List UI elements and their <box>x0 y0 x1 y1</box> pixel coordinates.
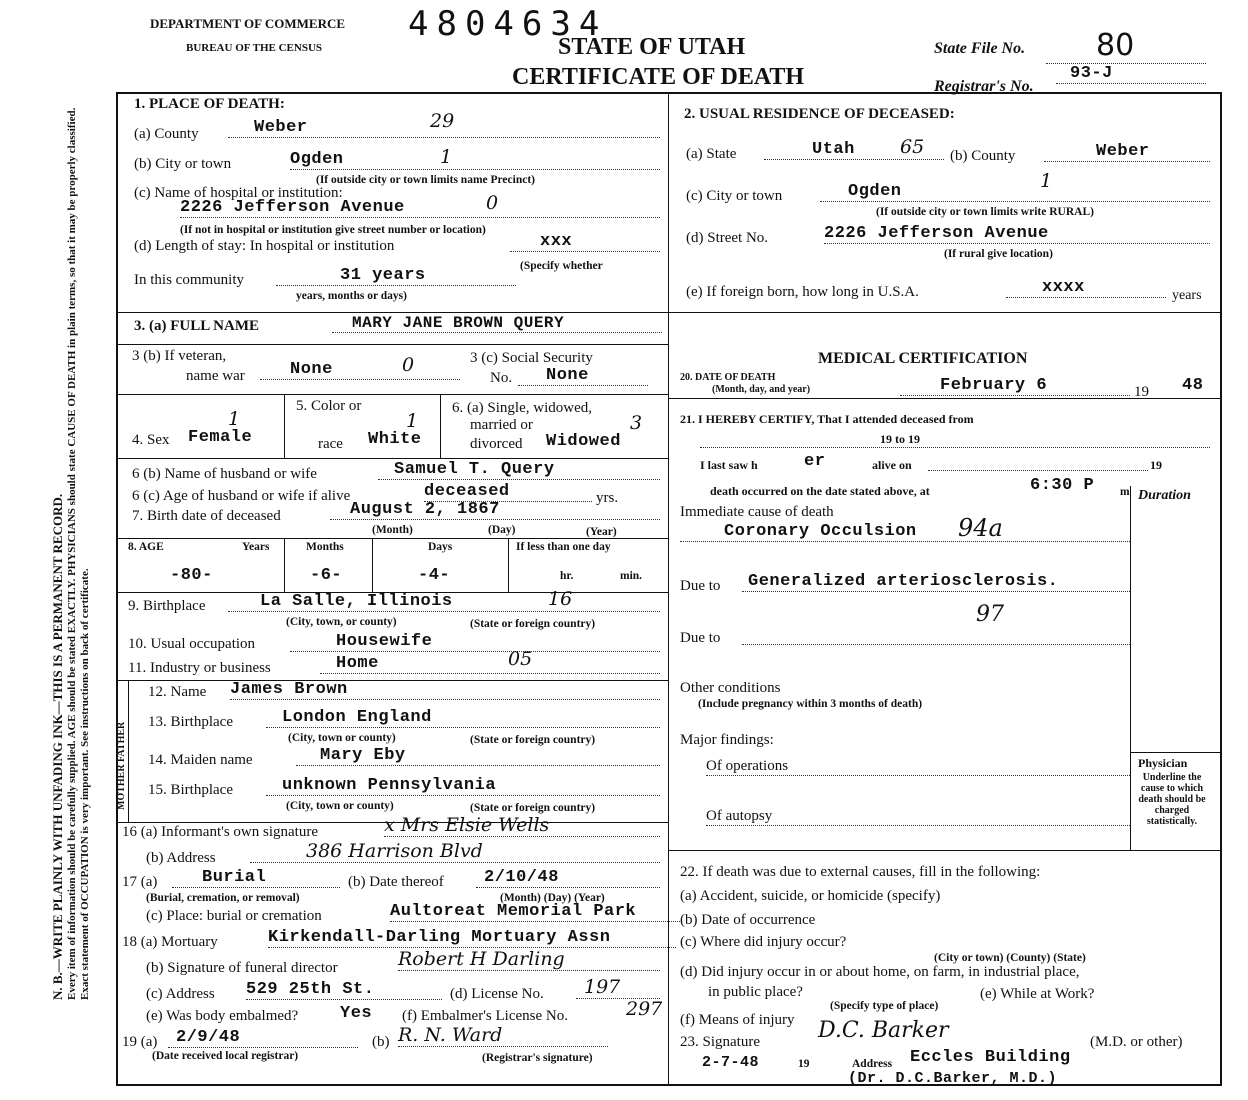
registrar-label: Registrar's No. <box>934 78 1034 95</box>
spouse-label: 6 (b) Name of husband or wife <box>132 466 317 482</box>
res-county-value: Weber <box>1044 142 1210 162</box>
registrar-value: 93-J <box>1056 64 1206 84</box>
hr-label: hr. <box>560 570 574 582</box>
external-d1: (d) Did injury occur in or about home, on farm, in industrial place, <box>680 964 1080 980</box>
father-note-1: (City, town or county) <box>288 732 396 744</box>
foreign-suffix: years <box>1172 288 1202 303</box>
physician-name-print: (Dr. D.C.Barker, M.D.) <box>848 1070 1058 1087</box>
received-value: 2/9/48 <box>168 1028 358 1048</box>
mother-birthplace-value: unknown Pennsylvania <box>266 776 660 796</box>
age-label: 8. AGE <box>128 541 164 553</box>
other-conditions-note: (Include pregnancy within 3 months of death) <box>698 698 923 710</box>
physician-signature: D.C. Barker <box>818 1018 949 1043</box>
father-note-2: (State or foreign country) <box>470 734 596 746</box>
license-value: 197 <box>576 976 660 999</box>
birthplace-code: 16 <box>548 588 573 610</box>
veteran-code: 0 <box>402 354 415 376</box>
mother-birthplace-label: 15. Birthplace <box>148 782 233 798</box>
marital-code: 3 <box>630 412 643 434</box>
last-saw-value: er <box>804 452 826 471</box>
external-b: (b) Date of occurrence <box>680 912 816 928</box>
res-city-code: 1 <box>1040 170 1053 192</box>
director-signature: Robert H Darling <box>398 948 660 971</box>
father-name-value: James Brown <box>230 680 660 700</box>
external-d2: in public place? <box>708 984 803 1000</box>
duration-label: Duration <box>1138 488 1191 503</box>
dod-year: 48 <box>1182 376 1204 395</box>
sidebar-warning: N. B.—WRITE PLAINLY WITH UNFADING INK—THIS IS A PERMANENT RECORD. <box>50 493 65 1000</box>
sex-label: 4. Sex <box>132 432 170 448</box>
foreign-label: (e) If foreign born, how long in U.S.A. <box>686 284 919 300</box>
stay-label: (d) Length of stay: In hospital or institution <box>134 238 395 254</box>
marital-label-2: married or <box>470 417 533 433</box>
registrar-signature: R. N. Ward <box>398 1024 608 1047</box>
days-label: Days <box>428 541 453 553</box>
mortuary-label: 18 (a) Mortuary <box>122 934 218 950</box>
external-d-note: (Specify type of place) <box>830 1000 939 1012</box>
alive-suffix: 19 <box>1150 458 1162 472</box>
res-city-label: (c) City or town <box>686 188 783 204</box>
dod-year-prefix: 19 <box>1134 384 1149 400</box>
county-code: 29 <box>430 110 455 132</box>
city-note: (If outside city or town limits name Precinct) <box>316 174 535 186</box>
mother-name-label: 14. Maiden name <box>148 752 253 768</box>
res-city-note: (If outside city or town limits write RURAL) <box>876 206 1094 218</box>
stay-note: (Specify whether <box>520 260 603 272</box>
embalmer-label: (f) Embalmer's License No. <box>402 1008 568 1024</box>
age-days: -4- <box>418 566 451 585</box>
disposal-label: 17 (a) <box>122 874 158 890</box>
father-birthplace-value: London England <box>266 708 660 728</box>
color-label: 5. Color or <box>296 398 362 414</box>
res-street-label: (d) Street No. <box>686 230 769 246</box>
father-name-label: 12. Name <box>148 684 207 700</box>
spouse-age-label: 6 (c) Age of husband or wife if alive <box>132 488 351 504</box>
due-to-1-code: 97 <box>976 602 1004 627</box>
mother-note-2: (State or foreign country) <box>470 802 596 814</box>
less-than-day-label: If less than one day <box>516 541 611 553</box>
medical-heading: MEDICAL CERTIFICATION <box>818 350 1028 367</box>
certify-dates: 19 to 19 <box>700 432 1210 448</box>
disposal-method-note: (Burial, cremation, or removal) <box>146 892 300 904</box>
county-label: (a) County <box>134 126 199 142</box>
ss-no-label: No. <box>490 370 513 386</box>
physician-address: Eccles Building <box>910 1048 1071 1067</box>
full-name-value: MARY JANE BROWN QUERY <box>332 314 662 333</box>
other-conditions-label: Other conditions <box>680 680 781 696</box>
city-value: Ogden <box>290 150 660 170</box>
bureau-label: BUREAU OF THE CENSUS <box>186 42 323 54</box>
mortuary-address: 529 25th St. <box>246 980 442 1000</box>
res-city-value: Ogden <box>820 182 1210 202</box>
marital-label-3: divorced <box>470 436 523 452</box>
marital-value: Widowed <box>546 432 621 451</box>
community-note: years, months or days) <box>296 290 407 302</box>
birth-date-value: August 2, 1867 <box>330 500 660 520</box>
dod-label-2: (Month, day, and year) <box>712 384 811 395</box>
received-note: (Date received local registrar) <box>152 1050 299 1062</box>
signature-date: 2-7-48 <box>702 1054 760 1071</box>
industry-value: Home <box>320 654 660 674</box>
embalmer-value: 297 <box>626 998 663 1020</box>
mother-name-value: Mary Eby <box>296 746 660 766</box>
occurred-label: death occurred on the date stated above, at <box>710 484 930 498</box>
physician-address-label: Address <box>852 1058 893 1070</box>
informant-signature: x Mrs Elsie Wells <box>384 814 660 837</box>
immediate-cause-code: 94a <box>958 514 1003 542</box>
veteran-value: None <box>260 360 460 380</box>
months-label: Months <box>306 541 344 553</box>
burial-place-label: (c) Place: burial or cremation <box>146 908 322 924</box>
spouse-value: Samuel T. Query <box>378 460 660 480</box>
informant-address: 386 Harrison Blvd <box>250 840 660 863</box>
signature-label: 23. Signature <box>680 1034 760 1050</box>
stamp-number: 4804634 <box>408 4 608 44</box>
physician-note: Underline the cause to which death should be charged statistically. <box>1138 772 1206 827</box>
spouse-age-suffix: yrs. <box>596 490 619 506</box>
sidebar-instructions: Every item of information should be carefully supplied. AGE should be stated EXACTLY. PHYSICIANS should state CAUSE OF DEATH in plain terms, so that it may be properly classified. Exact statement of OCCUPATION is very important. See instructions on back of certificate. <box>66 107 91 1000</box>
marital-label-1: 6. (a) Single, widowed, <box>452 400 592 416</box>
occupation-label: 10. Usual occupation <box>128 636 256 652</box>
res-street-value: 2226 Jefferson Avenue <box>824 224 1210 244</box>
birthplace-note-1: (City, town, or county) <box>286 616 397 628</box>
residence-heading: 2. USUAL RESIDENCE OF DECEASED: <box>684 106 955 122</box>
parents-side-label: MOTHER FATHER <box>116 721 127 810</box>
certify-text: 21. I HEREBY CERTIFY, That I attended deceased from <box>680 412 974 426</box>
hospital-label: (c) Name of hospital or institution: <box>134 185 343 201</box>
res-county-label: (b) County <box>950 148 1016 164</box>
informant-address-label: (b) Address <box>146 850 216 866</box>
embalmed-label: (e) Was body embalmed? <box>146 1008 299 1024</box>
burial-place: Aultoreat Memorial Park <box>390 902 680 922</box>
disposal-date-note: (Month) (Day) (Year) <box>500 892 605 904</box>
veteran-label: 3 (b) If veteran, <box>132 348 227 364</box>
age-months: -6- <box>310 566 343 585</box>
immediate-cause-label: Immediate cause of death <box>680 504 834 520</box>
full-name-label: 3. (a) FULL NAME <box>134 318 259 334</box>
dod-value: February 6 <box>900 376 1130 396</box>
mother-note-1: (City, town or county) <box>286 800 394 812</box>
ss-label: 3 (c) Social Security <box>470 350 593 366</box>
informant-sig-label: 16 (a) Informant's own signature <box>122 824 318 840</box>
license-label: (d) License No. <box>450 986 544 1002</box>
city-label: (b) City or town <box>134 156 232 172</box>
age-years: -80- <box>170 566 213 585</box>
external-f: (f) Means of injury <box>680 1012 795 1028</box>
industry-code: 05 <box>508 648 533 670</box>
state-title: STATE OF UTAH <box>558 34 746 60</box>
physician-heading: Physician <box>1138 756 1188 770</box>
last-saw-label: I last saw h <box>700 458 758 472</box>
external-c-note: (City or town) (County) (State) <box>934 952 1086 964</box>
city-code: 1 <box>440 146 453 168</box>
spouse-age-value: deceased <box>424 482 592 502</box>
alive-label: alive on <box>872 458 912 472</box>
war-label: name war <box>186 368 245 384</box>
signature-date-suffix: 19 <box>798 1058 810 1070</box>
signature-suffix: (M.D. or other) <box>1090 1034 1183 1050</box>
stay-value: xxx <box>510 232 660 252</box>
disposal-method: Burial <box>172 868 340 888</box>
operations-label: Of operations <box>706 758 1130 776</box>
res-state-label: (a) State <box>686 146 737 162</box>
hospital-code: 0 <box>486 192 499 214</box>
res-street-note: (If rural give location) <box>944 248 1053 260</box>
major-findings-label: Major findings: <box>680 732 774 748</box>
due-to-2-label: Due to <box>680 630 721 646</box>
external-a: (a) Accident, suicide, or homicide (specify) <box>680 888 941 904</box>
occupation-value: Housewife <box>290 632 660 652</box>
birthplace-value: La Salle, Illinois <box>228 592 660 612</box>
disposal-date-label: (b) Date thereof <box>348 874 444 890</box>
birthplace-label: 9. Birthplace <box>128 598 206 614</box>
registrar-sig-label: (b) <box>372 1034 390 1050</box>
foreign-value: xxxx <box>1006 278 1166 298</box>
alive-line <box>928 456 1148 471</box>
res-state-code: 65 <box>900 136 925 158</box>
county-value: Weber <box>228 118 660 138</box>
state-file-value: 80 <box>1046 28 1206 64</box>
state-file-label: State File No. <box>934 40 1026 57</box>
color-value: White <box>368 430 422 449</box>
father-birthplace-label: 13. Birthplace <box>148 714 233 730</box>
time-value: 6:30 P <box>1030 476 1095 495</box>
external-c: (c) Where did injury occur? <box>680 934 847 950</box>
due-to-1-label: Due to <box>680 578 721 594</box>
hospital-value: 2226 Jefferson Avenue <box>180 198 660 218</box>
department-label: DEPARTMENT OF COMMERCE <box>150 16 346 31</box>
ss-value: None <box>518 366 648 386</box>
hospital-note: (If not in hospital or institution give street number or location) <box>180 224 486 236</box>
embalmed-value: Yes <box>340 1004 373 1023</box>
place-of-death-heading: 1. PLACE OF DEATH: <box>134 96 285 112</box>
autopsy-label: Of autopsy <box>706 808 1130 826</box>
certificate-title: CERTIFICATE OF DEATH <box>512 64 805 90</box>
industry-label: 11. Industry or business <box>128 660 271 676</box>
director-label: (b) Signature of funeral director <box>146 960 338 976</box>
mortuary-address-label: (c) Address <box>146 986 215 1002</box>
race-label: race <box>318 436 343 452</box>
dod-label-1: 20. DATE OF DEATH <box>680 372 776 383</box>
community-label: In this community <box>134 272 244 288</box>
birthplace-note-2: (State or foreign country) <box>470 618 596 630</box>
day-note: (Day) <box>488 524 516 536</box>
min-label: min. <box>620 570 643 582</box>
mortuary-value: Kirkendall-Darling Mortuary Assn <box>268 928 676 948</box>
year-note: (Year) <box>586 526 617 538</box>
external-heading: 22. If death was due to external causes, fill in the following: <box>680 864 1041 880</box>
received-label: 19 (a) <box>122 1034 158 1050</box>
birth-date-label: 7. Birth date of deceased <box>132 508 281 524</box>
registrar-sig-note: (Registrar's signature) <box>482 1052 593 1064</box>
years-label: Years <box>242 541 270 553</box>
time-suffix: m <box>1120 486 1130 498</box>
due-to-2-line <box>742 628 1130 645</box>
color-code: 1 <box>406 410 419 432</box>
month-note: (Month) <box>372 524 413 536</box>
sex-code: 1 <box>228 408 241 430</box>
due-to-1-value: Generalized arteriosclerosis. <box>742 572 1130 592</box>
external-e: (e) While at Work? <box>980 986 1095 1002</box>
sex-value: Female <box>188 428 253 447</box>
community-value: 31 years <box>276 266 516 286</box>
res-state-value: Utah <box>764 140 944 160</box>
disposal-date: 2/10/48 <box>476 868 660 888</box>
immediate-cause-value: Coronary Occulsion <box>680 522 1130 542</box>
